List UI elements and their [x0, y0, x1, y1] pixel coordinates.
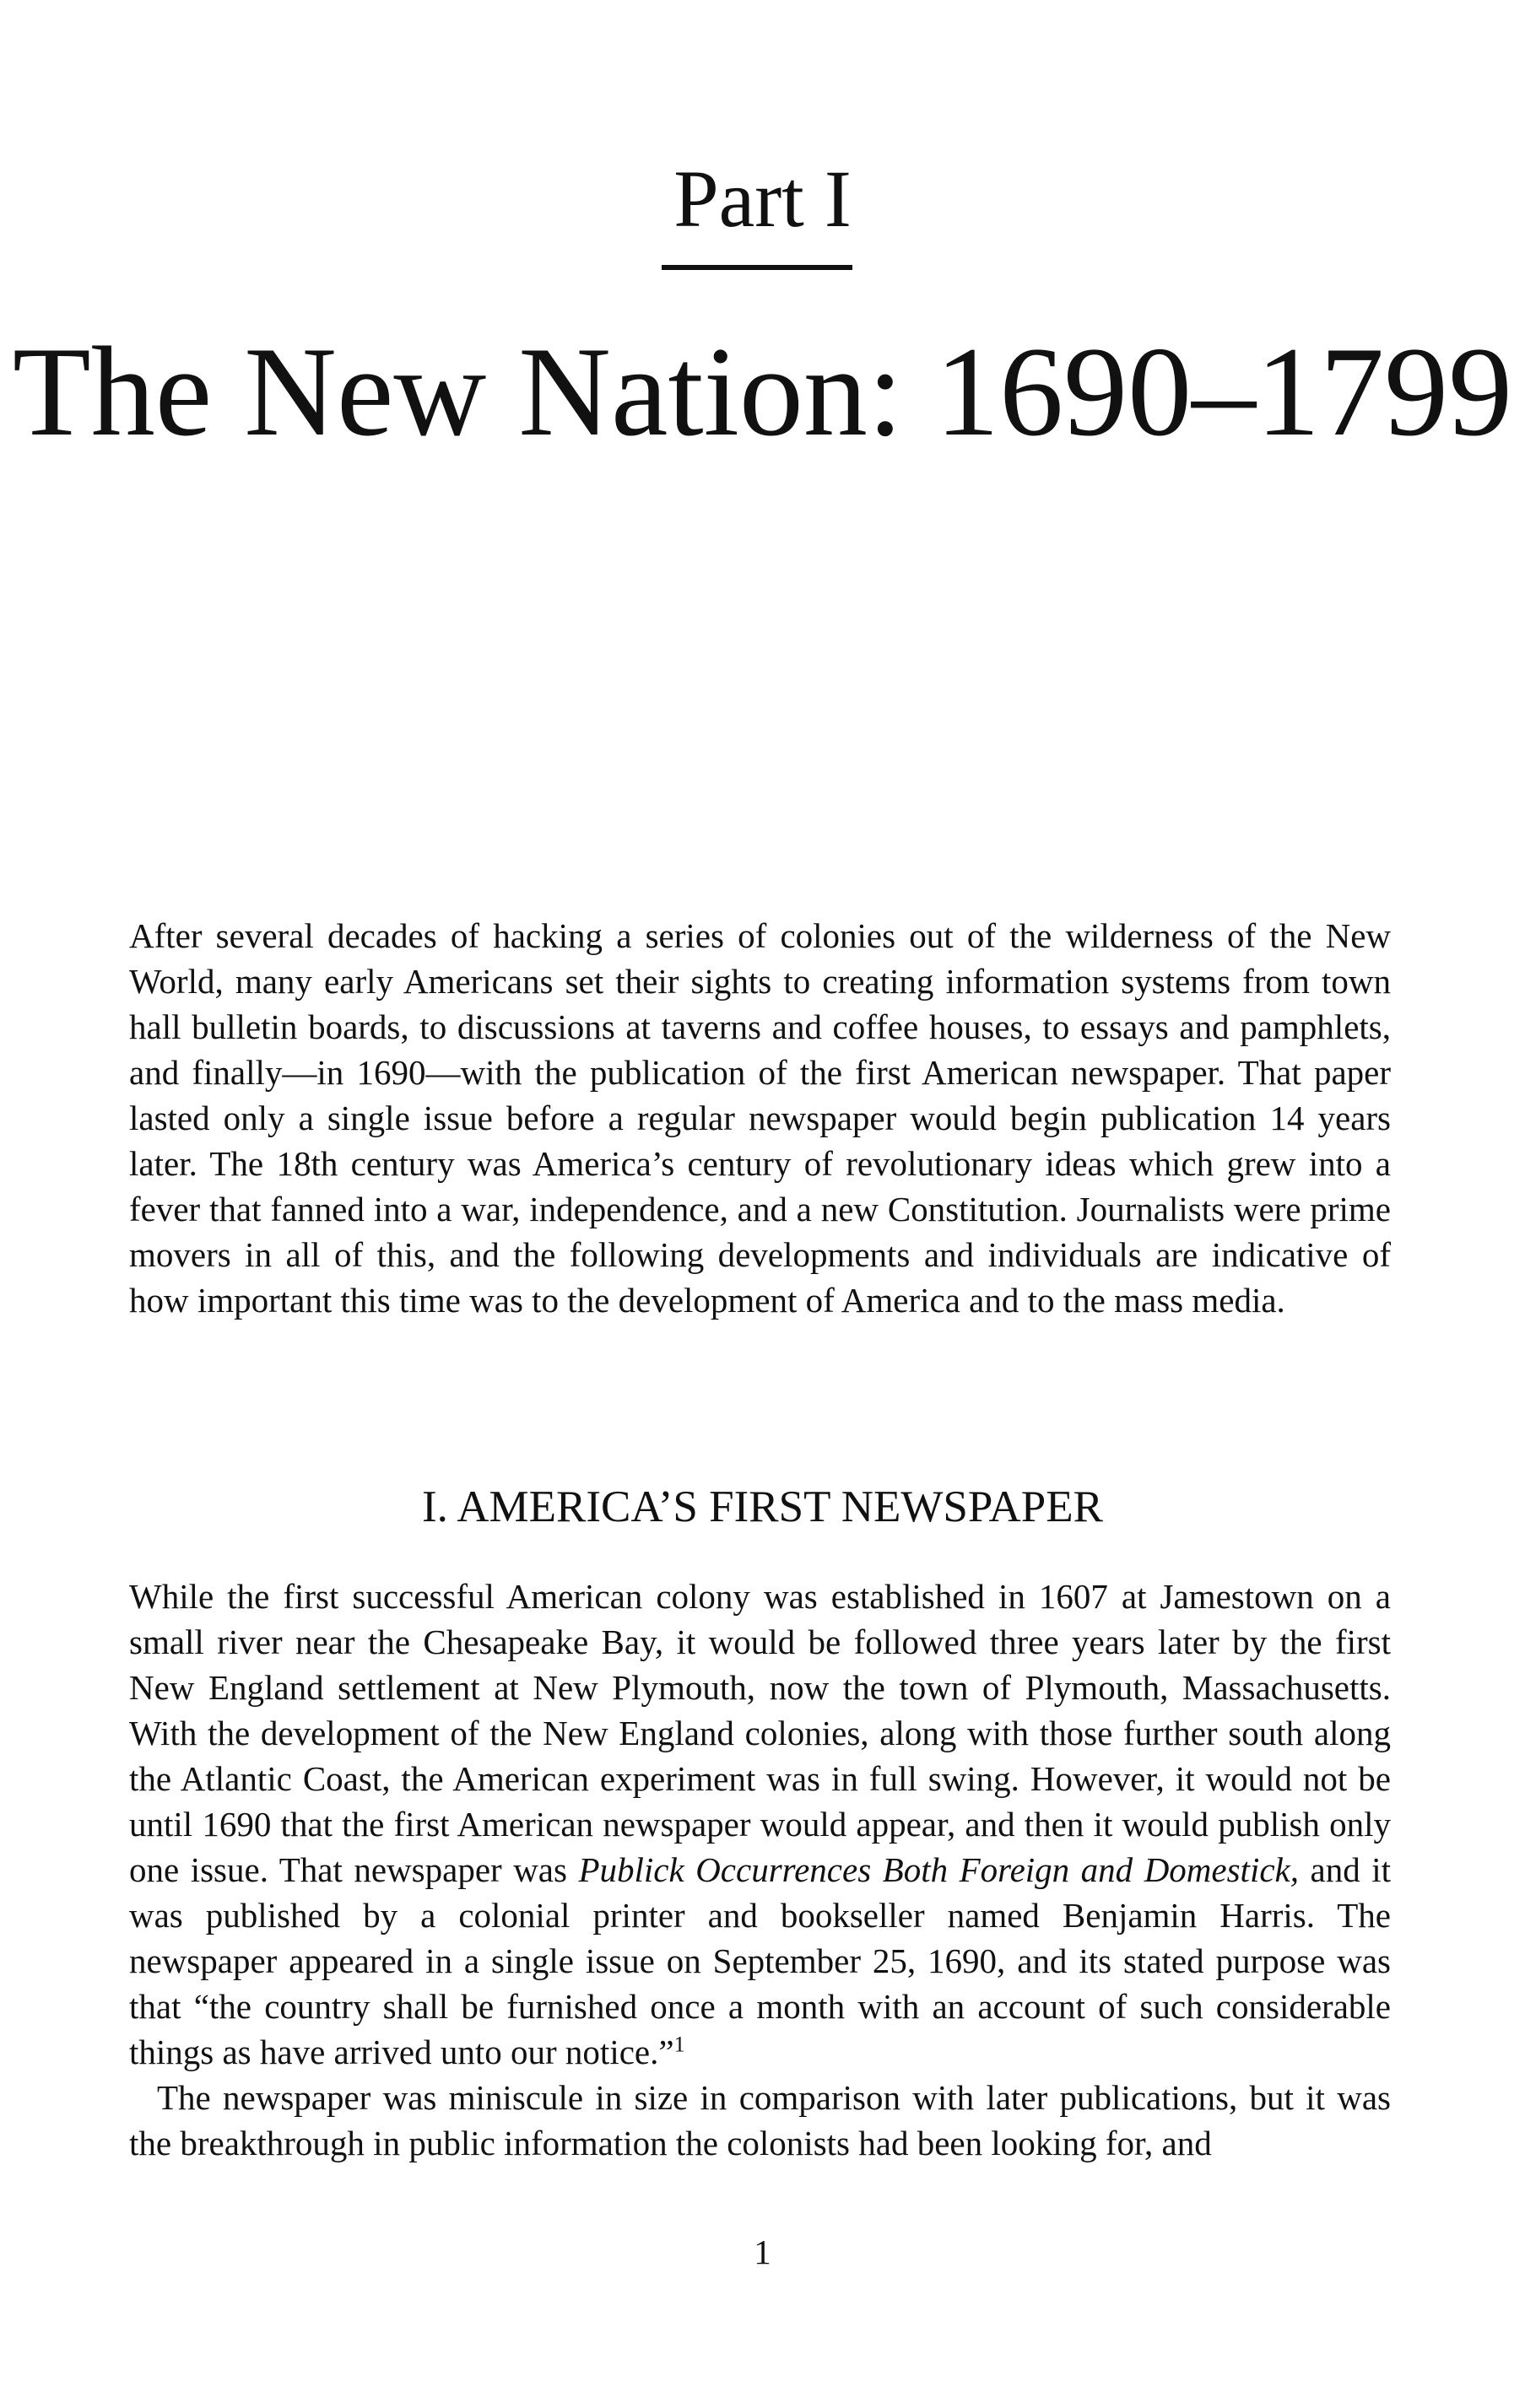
section-paragraph-1 — [129, 1574, 1391, 2075]
footnote-marker: 1 — [673, 2032, 685, 2057]
page-number: 1 — [754, 2233, 771, 2271]
newspaper-title: Publick Occurrences Both Foreign and Domestick, — [578, 1850, 1299, 1889]
section-body — [129, 1574, 1391, 2166]
paragraph-1-text-b: and it was published by a colonial printer and bookseller named Benjamin Harris. The newspaper appeared in a single issue on September 25, 1690, and its stated purpose was that “the country shall be furnished once a month with an account of such considerable things as have arrived unto our notice.” — [129, 1850, 1392, 2071]
paragraph-1-text-a: While the first successful American colony was established in 1607 at Jamestown on a small river near the Chesapeake Bay, it would be followed three years later by the first New England settlement at New Plymouth, now the town of Plymouth, Massachusetts. With the development of the New England colonies, along with those further south along the Atlantic Coast, the American experiment was in full swing. However, it would not be until 1690 that the first American newspaper would appear, and then it would publish only one issue. That newspaper was — [129, 1577, 1391, 1889]
part-label: Part I — [673, 154, 852, 244]
intro-paragraph: After several decades of hacking a series of colonies out of the wilderness of the New World, many early Americans set their sights to creating information systems from town hall bulletin boards, to discussions at taverns and coffee houses, to essays and pamphlets, and finally—in 1690—with the publication of the first American newspaper. That paper lasted only a single issue before a regular newspaper would begin publication 14 years later. The 18th century was America’s century of revolutionary ideas which grew into a fever that fanned into a war, independence, and a new Constitution. Journalists were prime movers in all of this, and the following developments and individuals are indicative of how important this time was to the development of America and to the mass media. — [129, 916, 1391, 1320]
part-title-rule — [662, 265, 852, 270]
section-paragraph-2: The newspaper was miniscule in size in comparison with later publications, but it was the breakthrough in public information the colonists had been looking for, and — [129, 2078, 1391, 2162]
part-title: The New Nation: 1690–1799 — [12, 321, 1513, 462]
section-heading: I. AMERICA’S FIRST NEWSPAPER — [422, 1482, 1103, 1531]
